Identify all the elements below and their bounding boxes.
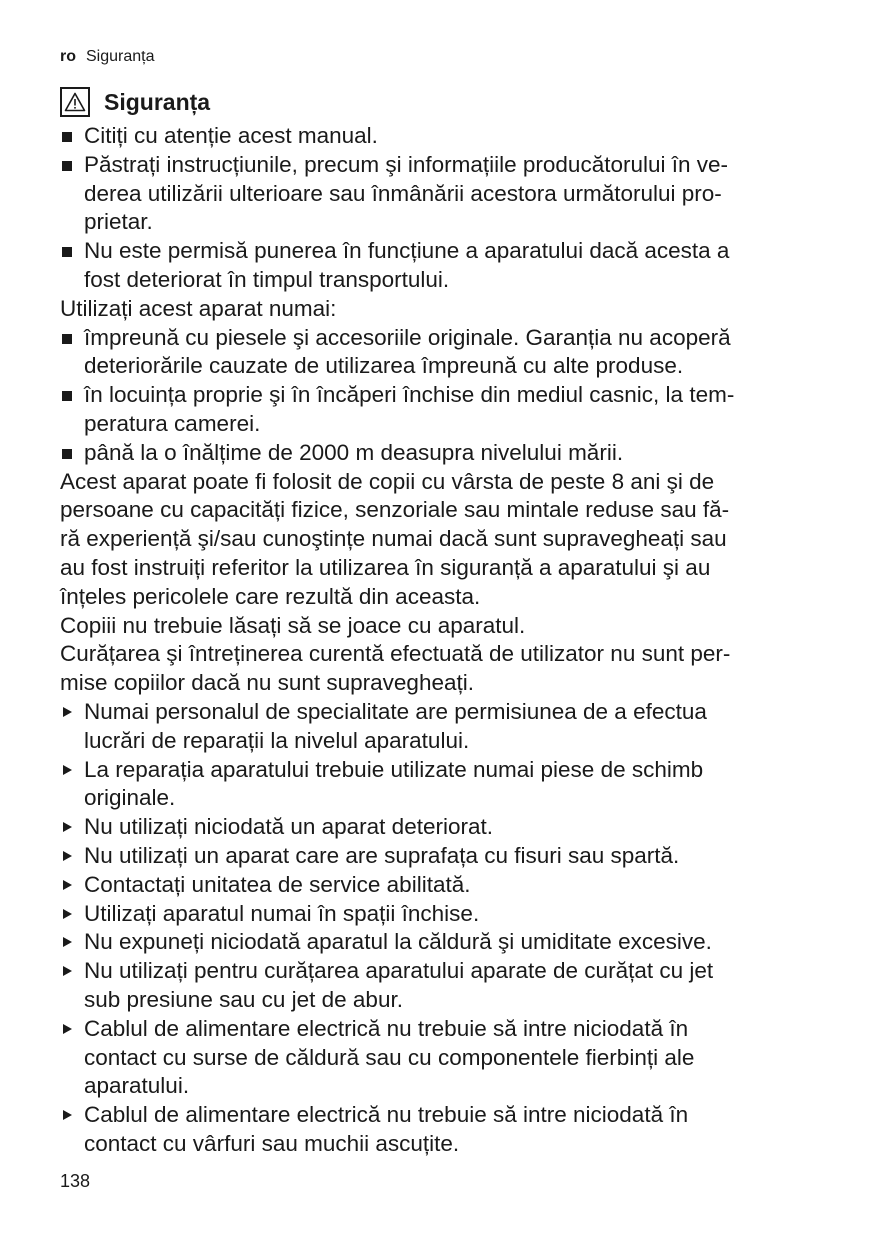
body-text xyxy=(60,122,825,1159)
intro-list xyxy=(60,122,825,295)
text-line: persoane cu capacități fizice, senzoriale sau mintale reduse sau fă- xyxy=(60,497,730,523)
bullet-item xyxy=(60,237,825,295)
action-list xyxy=(60,698,825,1159)
text-line: Cablul de alimentare electrică nu trebuie să intre niciodată în xyxy=(84,1015,689,1041)
text-line: sub presiune sau cu jet de abur. xyxy=(84,986,403,1012)
text-line: fost deteriorat în timpul transportului. xyxy=(84,266,450,292)
usage-heading: Utilizați acest aparat numai: xyxy=(60,295,337,321)
text-line: deteriorările cauzate de utilizarea împreună cu alte produse. xyxy=(84,353,684,379)
text-line: Nu utilizați niciodată un aparat deteriorat. xyxy=(84,814,493,840)
page-title: Siguranța xyxy=(104,88,211,115)
text-line: La reparația aparatului trebuie utilizate numai piese de schimb xyxy=(84,756,704,782)
paragraph xyxy=(60,612,825,641)
text-line: Păstrați instrucțiunile, precum şi informațiile producătorului în ve- xyxy=(84,151,729,177)
running-header xyxy=(60,47,155,67)
language-code: ro xyxy=(60,48,76,65)
warning-icon xyxy=(60,87,90,117)
action-item xyxy=(60,871,825,900)
text-line: în locuința proprie şi în încăperi închise din mediul casnic, la tem- xyxy=(84,382,735,408)
action-item xyxy=(60,1015,825,1101)
action-item xyxy=(60,957,825,1015)
page-number: 138 xyxy=(60,1171,91,1191)
page-content xyxy=(60,84,825,1159)
text-line: împreună cu piesele şi accesoriile originale. Garanția nu acoperă xyxy=(84,324,731,350)
text-line: derea utilizării ulterioare sau înmânării acestora următorului pro- xyxy=(84,180,722,206)
bullet-item xyxy=(60,151,825,237)
bullet-item xyxy=(60,381,825,439)
paragraph xyxy=(60,640,825,698)
text-line: contact cu surse de căldură sau cu componentele fierbinți ale xyxy=(84,1044,695,1070)
text-line: Nu este permisă punerea în funcțiune a aparatului dacă acesta a xyxy=(84,238,730,264)
bullet-item xyxy=(60,122,825,151)
section-name: Siguranța xyxy=(86,48,155,65)
bullet-item xyxy=(60,324,825,382)
usage-list xyxy=(60,324,825,468)
action-item xyxy=(60,1101,825,1159)
text-line: Cablul de alimentare electrică nu trebuie să intre niciodată în xyxy=(84,1102,689,1128)
section-title xyxy=(60,84,825,120)
text-line: prietar. xyxy=(84,209,153,235)
action-item xyxy=(60,900,825,929)
paragraph xyxy=(60,468,825,612)
text-line: Citiți cu atenție acest manual. xyxy=(84,123,378,148)
text-line: Contactați unitatea de service abilitată. xyxy=(84,871,471,897)
text-line: originale. xyxy=(84,785,176,811)
bullet-item xyxy=(60,439,825,468)
text-line: Nu utilizați un aparat care are suprafața cu fisuri sau spartă. xyxy=(84,842,680,868)
paragraphs xyxy=(60,468,825,698)
text-line: lucrări de reparații la nivelul aparatului. xyxy=(84,727,470,753)
text-line: Nu expuneți niciodată aparatul la căldură şi umiditate excesive. xyxy=(84,929,712,955)
action-item xyxy=(60,842,825,871)
text-line: Acest aparat poate fi folosit de copii cu vârsta de peste 8 ani şi de xyxy=(60,468,715,494)
text-line: Utilizați aparatul numai în spații închise. xyxy=(84,900,480,926)
text-line: Numai personalul de specialitate are permisiunea de a efectua xyxy=(84,698,707,724)
action-item xyxy=(60,928,825,957)
text-line: peratura camerei. xyxy=(84,410,261,436)
text-line: ră experiență şi/sau cunoştințe numai dacă sunt supravegheați sau xyxy=(60,526,727,552)
text-line: aparatului. xyxy=(84,1073,190,1099)
text-line: contact cu vârfuri sau muchii ascuțite. xyxy=(84,1130,460,1156)
text-line: înțeles pericolele care rezultă din aceasta. xyxy=(60,583,481,609)
action-item xyxy=(60,813,825,842)
text-line: au fost instruiți referitor la utilizarea în siguranță a aparatului şi au xyxy=(60,554,711,580)
text-line: Copiii nu trebuie lăsați să se joace cu aparatul. xyxy=(60,612,526,638)
text-line: mise copiilor dacă nu sunt supravegheați. xyxy=(60,670,474,696)
action-item xyxy=(60,756,825,814)
text-line: până la o înălțime de 2000 m deasupra nivelului mării. xyxy=(84,439,624,465)
text-line: Nu utilizați pentru curățarea aparatului aparate de curățat cu jet xyxy=(84,958,714,984)
action-item xyxy=(60,698,825,756)
text-line: Curățarea şi întreținerea curentă efectuată de utilizator nu sunt per- xyxy=(60,641,731,667)
